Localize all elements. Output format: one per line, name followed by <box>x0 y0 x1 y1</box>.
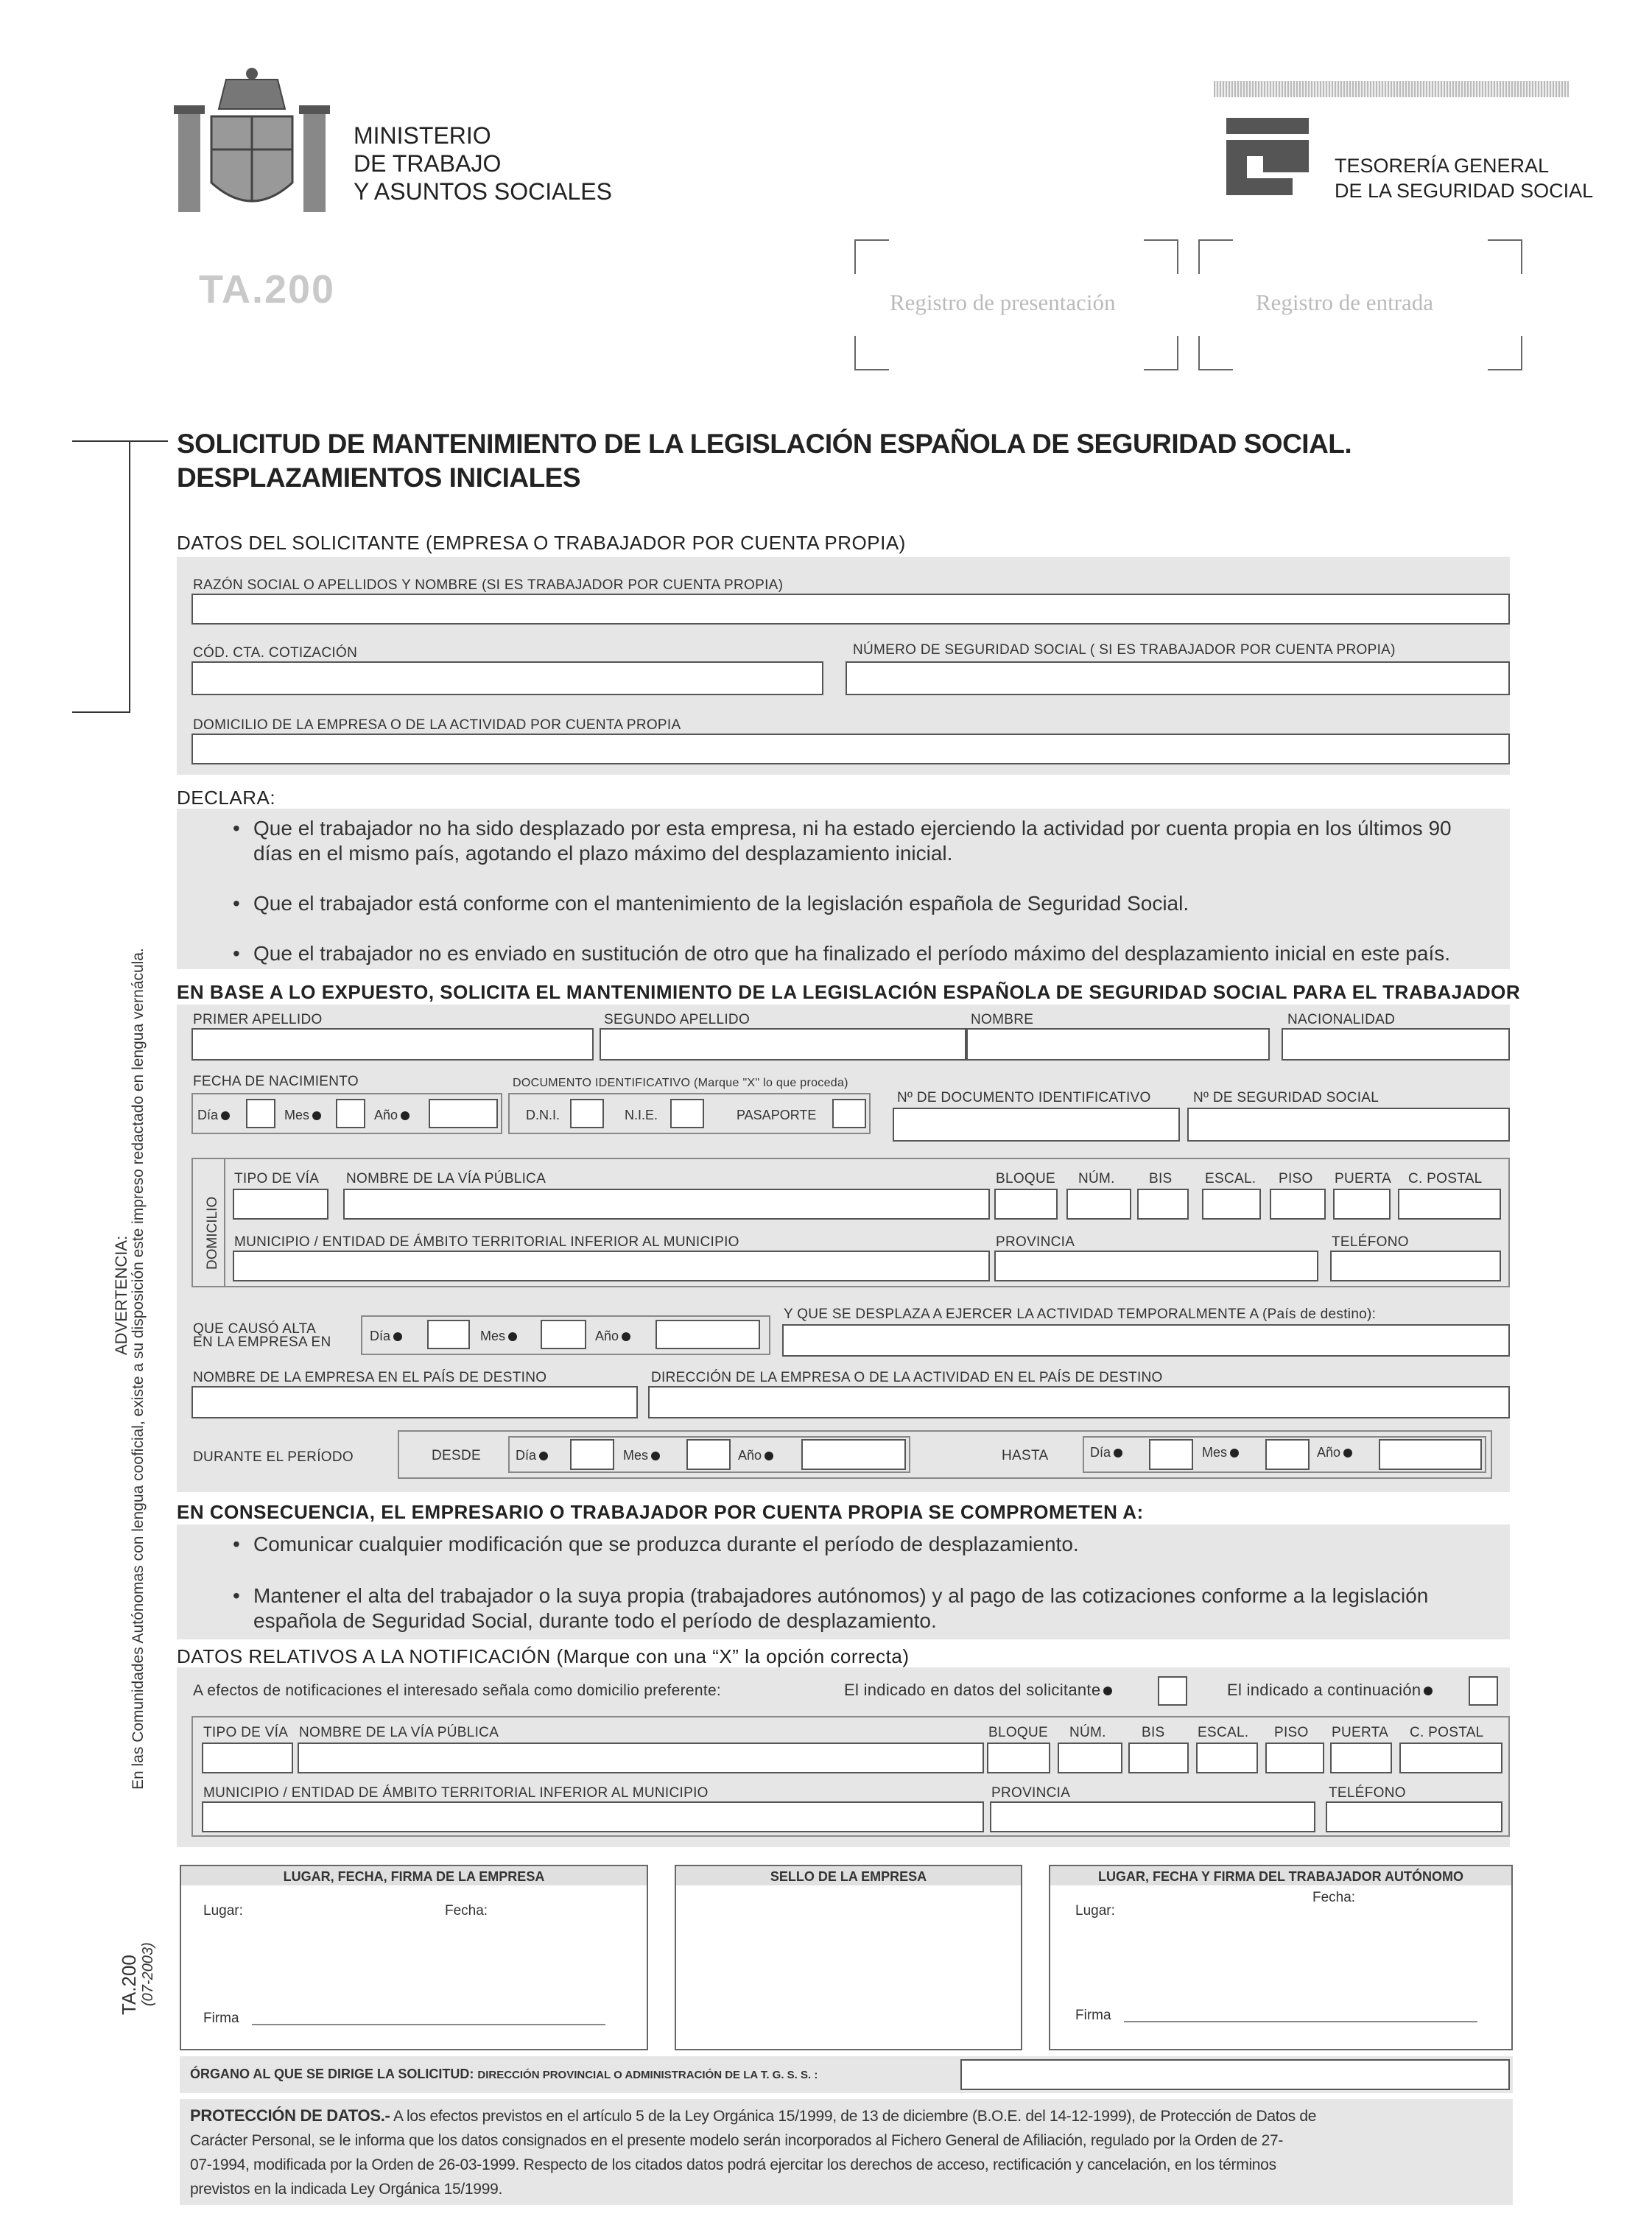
nombre-via-field[interactable] <box>343 1189 990 1220</box>
opcion-continuacion-checkbox[interactable] <box>1469 1676 1498 1706</box>
telefono-field[interactable] <box>1330 1251 1501 1281</box>
firma-autonomo-line <box>1124 2021 1477 2022</box>
desde-anio-label: Año <box>738 1448 773 1463</box>
firma-autonomo-firma-label: Firma <box>1075 2008 1111 2023</box>
bloque-label: BLOQUE <box>996 1171 1055 1186</box>
advertencia-text: En las Comunidades Autónomas con lengua cooficial, existe a su disposición este impreso redactado en lengua vernácula. <box>130 948 147 1790</box>
nacionalidad-label: NACIONALIDAD <box>1287 1012 1396 1027</box>
registro-entrada-label: Registro de entrada <box>1256 289 1434 315</box>
ministry-name: MINISTERIO DE TRABAJO Y ASUNTOS SOCIALES <box>354 122 612 205</box>
fecha-nac-anio-field[interactable] <box>429 1099 498 1128</box>
sello-empresa-box[interactable] <box>675 1865 1022 2050</box>
hasta-dia-field[interactable] <box>1149 1439 1193 1470</box>
title-bracket <box>72 440 168 714</box>
piso-field[interactable] <box>1270 1189 1326 1220</box>
opcion-solicitante-checkbox[interactable] <box>1158 1676 1187 1706</box>
notif-telefono-label: TELÉFONO <box>1329 1785 1406 1801</box>
alta-anio-field[interactable] <box>655 1320 760 1349</box>
pais-destino-field[interactable] <box>782 1324 1510 1357</box>
notif-cpostal-label: C. POSTAL <box>1410 1725 1484 1740</box>
nie-checkbox[interactable] <box>670 1099 704 1128</box>
form-title: SOLICITUD DE MANTENIMIENTO DE LA LEGISLACIÓN ESPAÑOLA DE SEGURIDAD SOCIAL. DESPLAZAMIENTOS INICIALES <box>177 429 1352 493</box>
num-documento-label: Nº DE DOCUMENTO IDENTIFICATIVO <box>897 1090 1151 1105</box>
cpostal-field[interactable] <box>1398 1189 1501 1220</box>
fecha-nac-mes-label: Mes <box>284 1108 321 1123</box>
compromiso-item-1: • Comunicar cualquier modificación que se produzca durante el período de desplazamiento. <box>253 1532 1079 1557</box>
firma-empresa-firma-label: Firma <box>203 2011 239 2026</box>
razon-social-field[interactable] <box>191 594 1510 625</box>
notif-municipio-label: MUNICIPIO / ENTIDAD DE ÁMBITO TERRITORIAL INFERIOR AL MUNICIPIO <box>203 1785 709 1801</box>
notif-puerta-label: PUERTA <box>1332 1725 1389 1740</box>
organo-field[interactable] <box>960 2059 1510 2090</box>
fecha-nac-anio-label: Año <box>374 1108 410 1123</box>
registro-entrada-box <box>1198 239 1522 370</box>
desplaza-label: Y QUE SE DESPLAZA A EJERCER LA ACTIVIDAD TEMPORALMENTE A (País de destino): <box>784 1307 1377 1322</box>
nombre-field[interactable] <box>966 1028 1270 1061</box>
notif-bis-label: BIS <box>1142 1725 1165 1740</box>
nie-label: N.I.E. <box>625 1108 658 1122</box>
notif-num-label: NÚM. <box>1069 1725 1106 1740</box>
tipo-via-label: TIPO DE VÍA <box>234 1171 320 1186</box>
nombre-label: NOMBRE <box>971 1012 1034 1027</box>
notif-nombre-via-field[interactable] <box>298 1743 984 1773</box>
form-code-title: TA.200 <box>199 267 336 312</box>
desde-anio-field[interactable] <box>801 1439 906 1470</box>
firma-empresa-title: LUGAR, FECHA, FIRMA DE LA EMPRESA <box>283 1869 545 1884</box>
domicilio-label: DOMICILIO DE LA EMPRESA O DE LA ACTIVIDAD POR CUENTA PROPIA <box>193 717 681 733</box>
notif-cpostal-field[interactable] <box>1399 1743 1502 1773</box>
hasta-anio-label: Año <box>1317 1445 1352 1460</box>
hasta-label: HASTA <box>1002 1448 1049 1463</box>
municipio-label: MUNICIPIO / ENTIDAD DE ÁMBITO TERRITORIAL INFERIOR AL MUNICIPIO <box>234 1234 739 1250</box>
notif-tipo-via-field[interactable] <box>202 1743 293 1773</box>
desde-dia-field[interactable] <box>570 1439 614 1470</box>
firma-autonomo-title: LUGAR, FECHA Y FIRMA DEL TRABAJADOR AUTÓNOMO <box>1097 1869 1463 1884</box>
tgss-name: TESORERÍA GENERAL DE LA SEGURIDAD SOCIAL <box>1335 155 1594 202</box>
piso-label: PISO <box>1279 1171 1313 1186</box>
side-form-code: TA.200 <box>118 1955 140 2015</box>
solicitante-heading: DATOS DEL SOLICITANTE (EMPRESA O TRABAJADOR POR CUENTA PROPIA) <box>177 532 906 554</box>
nacionalidad-field[interactable] <box>1282 1028 1510 1061</box>
declara-item-1: • Que el trabajador no ha sido desplazado por esta empresa, ni ha estado ejerciendo la actividad por cuenta propia en los últimos 90 días en el mismo país, agotando el plazo máximo del desplazamiento inicial. <box>253 816 1452 866</box>
tipo-via-field[interactable] <box>233 1189 328 1220</box>
cod-cta-label: CÓD. CTA. COTIZACIÓN <box>193 645 358 661</box>
notif-bloque-field[interactable] <box>987 1743 1050 1773</box>
desde-mes-field[interactable] <box>686 1439 731 1470</box>
compromisos-heading: EN CONSECUENCIA, EL EMPRESARIO O TRABAJADOR POR CUENTA PROPIA SE COMPROMETEN A: <box>177 1501 1144 1523</box>
registro-presentacion-label: Registro de presentación <box>890 289 1116 315</box>
organo-label: ÓRGANO AL QUE SE DIRIGE LA SOLICITUD: DIRECCIÓN PROVINCIAL O ADMINISTRACIÓN DE LA T. G. S. S. : <box>190 2067 818 2081</box>
durante-periodo-label: DURANTE EL PERÍODO <box>193 1449 354 1465</box>
pasaporte-label: PASAPORTE <box>737 1108 817 1122</box>
advertencia-label: ADVERTENCIA: <box>112 1235 130 1355</box>
documento-label: DOCUMENTO IDENTIFICATIVO (Marque "X" lo que proceda) <box>513 1077 848 1089</box>
firma-empresa-fecha-label: Fecha: <box>445 1903 488 1919</box>
desde-label: DESDE <box>432 1448 481 1463</box>
dni-checkbox[interactable] <box>570 1099 604 1128</box>
trabajador-num-ss-field[interactable] <box>1187 1108 1510 1142</box>
escal-field[interactable] <box>1202 1189 1261 1220</box>
notif-piso-field[interactable] <box>1265 1743 1324 1773</box>
direccion-destino-label: DIRECCIÓN DE LA EMPRESA O DE LA ACTIVIDAD EN EL PAÍS DE DESTINO <box>651 1370 1163 1385</box>
fecha-nac-dia-field[interactable] <box>246 1099 275 1128</box>
tgss-logo <box>1226 118 1309 195</box>
alta-mes-field[interactable] <box>541 1320 586 1349</box>
firma-empresa-box[interactable] <box>180 1865 648 2050</box>
notif-municipio-field[interactable] <box>202 1801 984 1832</box>
domicilio-field[interactable] <box>191 734 1510 764</box>
desde-dia-label: Día <box>516 1448 548 1463</box>
registro-presentacion-box <box>854 239 1178 370</box>
dni-label: D.N.I. <box>526 1108 560 1122</box>
telefono-label: TELÉFONO <box>1332 1234 1409 1250</box>
opcion-solicitante-label: El indicado en datos del solicitante <box>844 1681 1112 1700</box>
hasta-mes-field[interactable] <box>1265 1439 1310 1470</box>
desde-mes-label: Mes <box>623 1448 660 1463</box>
segundo-apellido-label: SEGUNDO APELLIDO <box>604 1012 751 1027</box>
alta-mes-label: Mes <box>480 1329 517 1344</box>
nombre-empresa-destino-label: NOMBRE DE LA EMPRESA EN EL PAÍS DE DESTINO <box>193 1370 547 1385</box>
escal-label: ESCAL. <box>1205 1171 1256 1186</box>
cpostal-label: C. POSTAL <box>1408 1171 1483 1186</box>
proteccion-datos-text: PROTECCIÓN DE DATOS.- A los efectos previstos en el artículo 5 de la Ley Orgánica 15/1999, de 13 de diciembre (B.O.E. del 14-12-1999), de Protección de Datos de Carácter Personal, se le informa que los datos consignados en el presente modelo serán incorporados al Fichero General de Afiliación, regulado por la Orden de 27- 07-1994, modificada por la Orden de 26-03-1999. Respecto de los citados datos podrá ejercitar los derechos de acceso, rectificación y cancelación, en los términos previstos en la indicada Ley Orgánica 15/1999. <box>190 2106 1317 2198</box>
num-documento-field[interactable] <box>893 1108 1180 1142</box>
solicitante-num-ss-field[interactable] <box>846 661 1510 695</box>
firma-autonomo-fecha-label: Fecha: <box>1312 1890 1356 1905</box>
razon-social-label: RAZÓN SOCIAL O APELLIDOS Y NOMBRE (SI ES TRABAJADOR POR CUENTA PROPIA) <box>193 577 784 593</box>
provincia-label: PROVINCIA <box>996 1234 1075 1250</box>
bis-label: BIS <box>1149 1171 1173 1186</box>
notif-tipo-via-label: TIPO DE VÍA <box>203 1725 289 1740</box>
notif-telefono-field[interactable] <box>1326 1801 1502 1832</box>
notificacion-heading: DATOS RELATIVOS A LA NOTIFICACIÓN (Marque con una “X” la opción correcta) <box>177 1645 910 1667</box>
notif-escal-field[interactable] <box>1196 1743 1258 1773</box>
solicitante-num-ss-label: NÚMERO DE SEGURIDAD SOCIAL ( SI ES TRABAJADOR POR CUENTA PROPIA) <box>853 642 1396 658</box>
opcion-continuacion-label: El indicado a continuación <box>1227 1681 1433 1700</box>
notif-bloque-label: BLOQUE <box>988 1725 1048 1740</box>
efectos-label: A efectos de notificaciones el interesado señala como domicilio preferente: <box>193 1682 722 1699</box>
puerta-label: PUERTA <box>1335 1171 1392 1186</box>
fecha-nac-dia-label: Día <box>197 1108 230 1123</box>
alta-anio-label: Año <box>595 1329 630 1344</box>
bis-field[interactable] <box>1137 1189 1189 1220</box>
primer-apellido-field[interactable] <box>191 1028 594 1061</box>
firma-autonomo-lugar-label: Lugar: <box>1075 1903 1115 1919</box>
puerta-field[interactable] <box>1333 1189 1391 1220</box>
coat-of-arms-logo <box>171 65 333 227</box>
provincia-field[interactable] <box>994 1251 1318 1281</box>
sello-empresa-title: SELLO DE LA EMPRESA <box>770 1869 927 1884</box>
num-field[interactable] <box>1066 1189 1131 1220</box>
municipio-field[interactable] <box>233 1251 990 1281</box>
cod-cta-field[interactable] <box>191 661 823 695</box>
notif-escal-label: ESCAL. <box>1198 1725 1249 1740</box>
domicilio-side-divider <box>224 1158 225 1287</box>
notif-nombre-via-label: NOMBRE DE LA VÍA PÚBLICA <box>299 1725 499 1740</box>
compromiso-item-2: • Mantener el alta del trabajador o la suya propia (trabajadores autónomos) y al pago de las cotizaciones conforme a la legislación española de Seguridad Social, durante todo el período de desplazamiento. <box>253 1583 1428 1634</box>
declara-heading: DECLARA: <box>177 787 276 809</box>
firma-autonomo-box[interactable] <box>1049 1865 1513 2050</box>
firma-empresa-lugar-label: Lugar: <box>203 1903 243 1919</box>
num-label: NÚM. <box>1078 1171 1115 1186</box>
notif-puerta-field[interactable] <box>1330 1743 1392 1773</box>
hasta-anio-field[interactable] <box>1379 1439 1482 1470</box>
fecha-nac-mes-field[interactable] <box>336 1099 365 1128</box>
fecha-nacimiento-label: FECHA DE NACIMIENTO <box>193 1074 359 1089</box>
trabajador-heading: EN BASE A LO EXPUESTO, SOLICITA EL MANTENIMIENTO DE LA LEGISLACIÓN ESPAÑOLA DE SEGURIDAD SOCIAL PARA EL TRABAJADOR <box>177 981 1521 1003</box>
domicilio-side-label: DOMICILIO <box>205 1196 220 1270</box>
notif-piso-label: PISO <box>1274 1725 1309 1740</box>
alta-dia-field[interactable] <box>427 1320 470 1349</box>
pasaporte-checkbox[interactable] <box>832 1099 866 1128</box>
title-bracket-vertical <box>129 440 130 711</box>
que-causo-alta-label: QUE CAUSÓ ALTA EN LA EMPRESA EN <box>193 1321 331 1350</box>
side-form-version: (07-2003) <box>140 1942 156 2006</box>
hasta-mes-label: Mes <box>1202 1445 1239 1460</box>
notif-bis-field[interactable] <box>1128 1743 1189 1773</box>
notif-provincia-field[interactable] <box>990 1801 1315 1832</box>
segundo-apellido-field[interactable] <box>600 1028 966 1061</box>
declara-item-2: • Que el trabajador está conforme con el mantenimiento de la legislación española de Seguridad Social. <box>253 891 1189 916</box>
top-right-rule <box>1214 81 1569 97</box>
hasta-dia-label: Día <box>1090 1445 1122 1460</box>
title-bracket-bottom <box>72 711 130 713</box>
nombre-empresa-destino-field[interactable] <box>191 1386 638 1418</box>
notif-num-field[interactable] <box>1058 1743 1122 1773</box>
trabajador-num-ss-label: Nº DE SEGURIDAD SOCIAL <box>1193 1090 1379 1105</box>
nombre-via-label: NOMBRE DE LA VÍA PÚBLICA <box>346 1171 546 1186</box>
bloque-field[interactable] <box>994 1189 1058 1220</box>
direccion-destino-field[interactable] <box>648 1386 1510 1418</box>
declara-item-3: • Que el trabajador no es enviado en sustitución de otro que ha finalizado el período máximo del desplazamiento inicial en este país. <box>253 941 1450 966</box>
primer-apellido-label: PRIMER APELLIDO <box>193 1012 323 1027</box>
firma-empresa-line <box>252 2024 605 2025</box>
notif-provincia-label: PROVINCIA <box>991 1785 1071 1801</box>
alta-dia-label: Día <box>370 1329 402 1344</box>
